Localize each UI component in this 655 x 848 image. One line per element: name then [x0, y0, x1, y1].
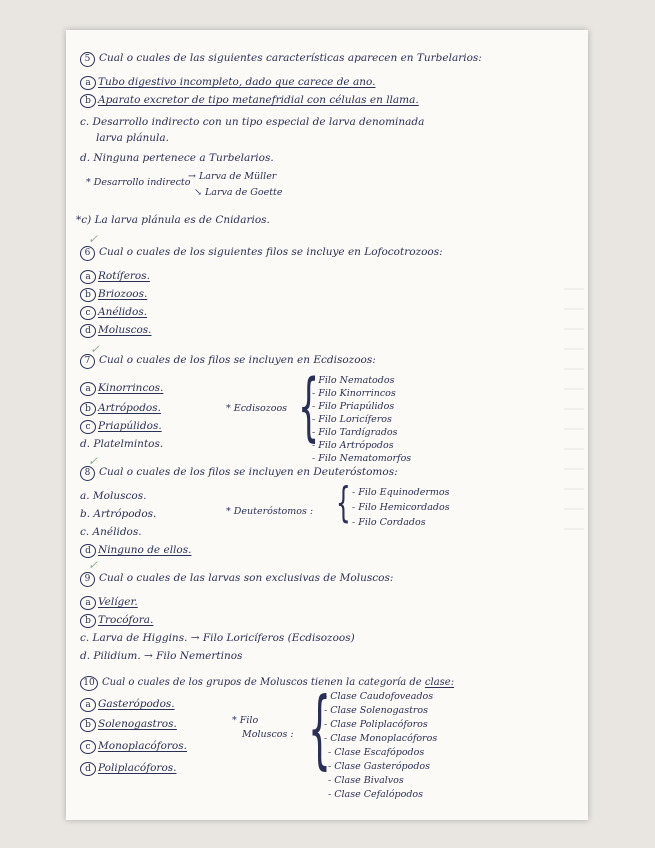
q10-side-item: - Clase Solenogastros [324, 705, 429, 716]
option-text: Solenogastros. [98, 718, 177, 730]
q7-side-item: - Filo Kinorrincos [312, 388, 396, 399]
q5-option-c-line1: c. Desarrollo indirecto con un tipo especial de larva denominada [80, 116, 425, 128]
q7-side-item: - Filo Nematomorfos [312, 453, 412, 464]
option-letter: d [80, 544, 96, 558]
question-number: 8 [80, 466, 95, 481]
option-letter: b [80, 288, 96, 302]
option-letter: d [80, 762, 96, 776]
show-through-marks [564, 270, 584, 530]
option-letter: b [80, 614, 96, 628]
option-text: Priapúlidos. [98, 420, 162, 432]
q10-option-d [80, 762, 177, 776]
q8-side-item: - Filo Cordados [352, 517, 426, 528]
q5-option-b [80, 94, 419, 108]
q8-option-a: a. Moluscos. [80, 490, 147, 502]
q7-option-c [80, 420, 162, 434]
question-10-title [80, 676, 454, 691]
option-text: Kinorrincos. [98, 382, 164, 394]
q7-side-item: - Filo Nematodos [312, 375, 395, 386]
question-6-title [80, 246, 443, 261]
q8-option-b: b. Artrópodos. [80, 508, 157, 520]
q5-option-c-line2: larva plánula. [96, 132, 169, 144]
option-letter: c [80, 420, 96, 434]
question-text: Cual o cuales de las larvas son exclusivas de Moluscos: [99, 572, 394, 584]
q8-option-d [80, 544, 191, 558]
option-text: Tubo digestivo incompleto, dado que carece de ano. [98, 76, 376, 88]
option-text: Trocófora. [98, 614, 154, 626]
q7-option-b [80, 402, 161, 416]
q9-option-d: d. Pilidium. → Filo Nemertinos [80, 650, 243, 662]
q10-side-item: - Clase Escafópodos [328, 747, 425, 758]
option-text: Gasterópodos. [98, 698, 175, 710]
option-text: Monoplacóforos. [98, 740, 187, 752]
option-text: Artrópodos. [98, 402, 161, 414]
q10-option-c [80, 740, 187, 754]
option-letter: a [80, 596, 96, 610]
option-letter: b [80, 718, 96, 732]
option-letter: b [80, 402, 96, 416]
q6-option-c [80, 306, 147, 320]
option-letter: a [80, 76, 96, 90]
option-letter: a [80, 698, 96, 712]
option-text: Anélidos. [98, 306, 148, 318]
q5-note-label: * Desarrollo indirecto [86, 177, 191, 188]
q5-option-a [80, 76, 375, 90]
q8-side-label: * Deuteróstomos : [226, 506, 314, 517]
q7-option-d: d. Platelmintos. [80, 438, 164, 450]
q5-option-d: d. Ninguna pertenece a Turbelarios. [80, 152, 274, 164]
option-text: Rotíferos. [98, 270, 150, 282]
q5-note-line2: ↘ Larva de Goette [194, 187, 283, 198]
option-letter: c [80, 740, 96, 754]
q10-option-a [80, 698, 175, 712]
q10-side-item: - Clase Poliplacóforos [324, 719, 428, 730]
question-number: 5 [80, 52, 95, 67]
q7-side-item: - Filo Artrópodos [312, 440, 394, 451]
option-text: Poliplacóforos. [98, 762, 177, 774]
check-mark-icon: ✓ [90, 342, 101, 356]
q7-side-label: * Ecdisozoos [226, 403, 288, 414]
q7-side-item: - Filo Priapúlidos [312, 401, 395, 412]
q10-side-label-1: * Filo [232, 715, 259, 726]
option-letter: a [80, 382, 96, 396]
q8-side-item: - Filo Equinodermos [352, 487, 450, 498]
q10-side-item: - Clase Bivalvos [328, 775, 404, 786]
q9-option-c: c. Larva de Higgins. → Filo Loricíferos (Ecdisozoos) [80, 632, 355, 644]
check-mark-icon: ✓ [88, 558, 99, 572]
question-text: Cual o cuales de los filos se incluyen en Deuteróstomos: [99, 466, 398, 478]
question-number: 6 [80, 246, 95, 261]
option-text: Velíger. [98, 596, 138, 608]
question-number: 10 [80, 676, 98, 691]
check-mark-icon: ✓ [88, 232, 99, 246]
q8-option-c: c. Anélidos. [80, 526, 142, 538]
question-text: Cual o cuales de las siguientes características aparecen en Turbelarios: [99, 52, 482, 64]
question-9-title [80, 572, 393, 587]
q7-option-a [80, 382, 163, 396]
q9-option-a [80, 596, 138, 610]
q10-option-b [80, 718, 177, 732]
q10-side-item: - Clase Gasterópodos [328, 761, 431, 772]
question-7-title [80, 354, 376, 369]
q10-side-item: - Clase Caudofoveados [324, 691, 434, 702]
option-text: Ninguno de ellos. [98, 544, 192, 556]
option-letter: c [80, 306, 96, 320]
q10-side-label-2: Moluscos : [242, 729, 294, 740]
notebook-page [66, 30, 588, 820]
option-text: Aparato excretor de tipo metanefridial con células en llama. [98, 94, 419, 106]
brace-icon: { [336, 478, 351, 527]
q6-option-b [80, 288, 147, 302]
q10-side-item: - Clase Cefalópodos [328, 789, 424, 800]
q7-side-item: - Filo Loricíferos [312, 414, 392, 425]
q6-option-d [80, 324, 152, 338]
question-text: Cual o cuales de los filos se incluyen en Ecdisozoos: [99, 354, 376, 366]
brace-icon: { [308, 679, 331, 779]
option-letter: d [80, 324, 96, 338]
q8-side-item: - Filo Hemicordados [352, 502, 450, 513]
check-mark-icon: ✓ [88, 454, 99, 468]
q6-option-a [80, 270, 150, 284]
q9-option-b [80, 614, 153, 628]
option-letter: b [80, 94, 96, 108]
q5-note-correction: *c) La larva plánula es de Cnidarios. [76, 214, 270, 226]
q7-side-item: - Filo Tardígrados [312, 427, 398, 438]
option-text: Briozoos. [98, 288, 148, 300]
option-text: Moluscos. [98, 324, 152, 336]
question-number: 7 [80, 354, 95, 369]
question-text-underlined: clase: [424, 677, 455, 688]
question-text: Cual o cuales de los grupos de Moluscos tienen la categoría de [102, 677, 422, 688]
q5-note-line1: → Larva de Müller [188, 171, 277, 182]
question-number: 9 [80, 572, 95, 587]
question-text: Cual o cuales de los siguientes filos se incluye en Lofocotrozoos: [99, 246, 443, 258]
brace-icon: { [298, 364, 320, 450]
question-5-title [80, 52, 482, 67]
option-letter: a [80, 270, 96, 284]
q10-side-item: - Clase Monoplacóforos [324, 733, 438, 744]
